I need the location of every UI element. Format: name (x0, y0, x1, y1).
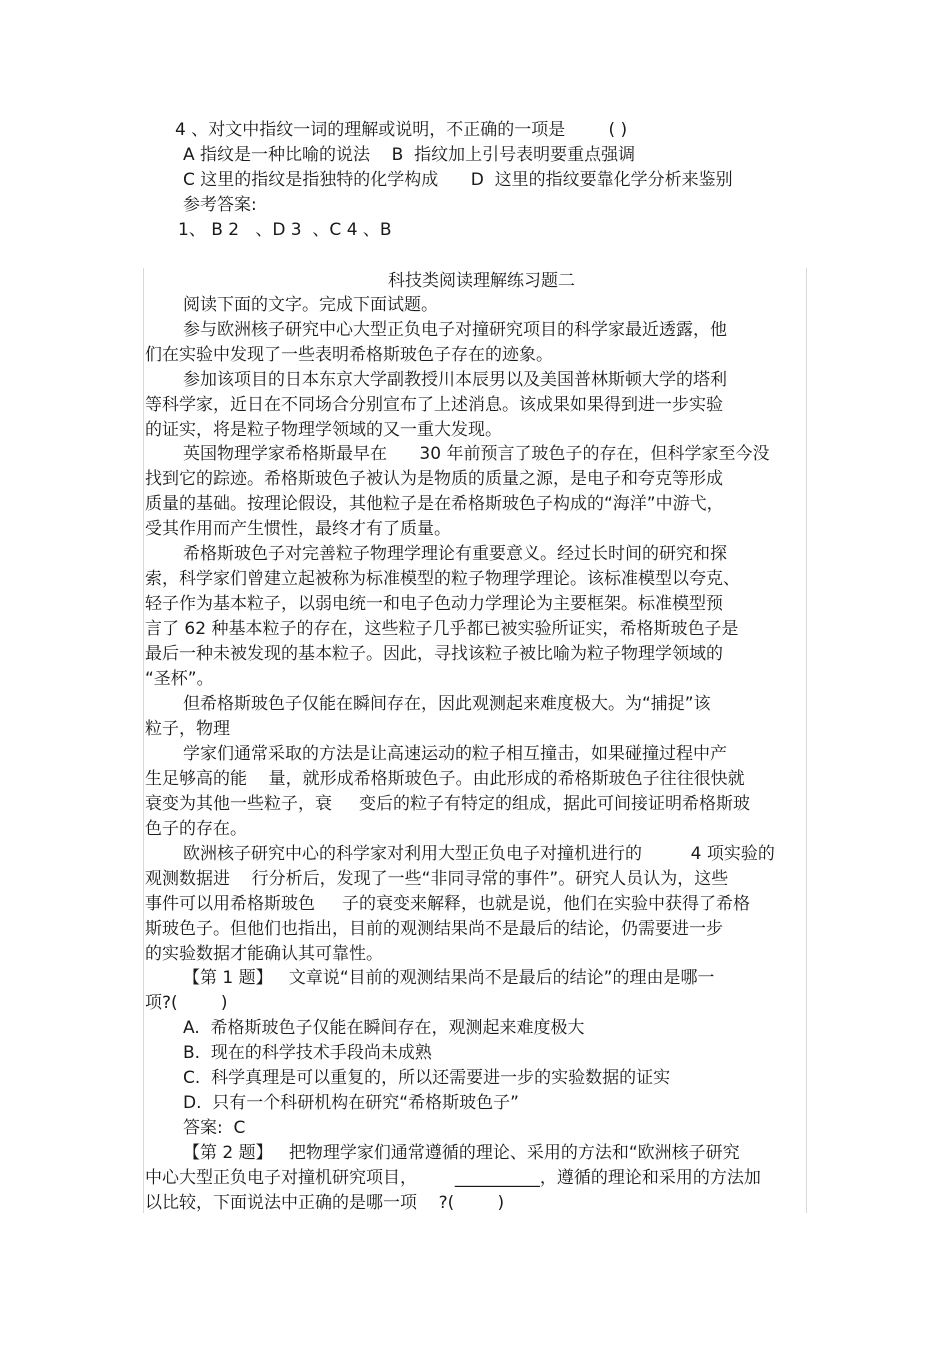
article-line: 索，科学家们曾建立起被称为标准模型的粒子物理学理论。该标准模型以夸克、 (145, 569, 740, 589)
question-1-stem: 【第 1 题】 文章说“目前的观测结果尚不是最后的结论”的理由是哪一 (183, 968, 715, 988)
article-line: 但希格斯玻色子仅能在瞬间存在，因此观测起来难度极大。为“捕捉”该 (183, 694, 711, 714)
question-2-stem: 【第 2 题】 把物理学家们通常遵循的理论、采用的方法和“欧洲核子研究 (183, 1143, 740, 1163)
article-line: 轻子作为基本粒子，以弱电统一和电子色动力学理论为主要框架。标准模型预 (145, 594, 723, 614)
question-1-stem-cont: 项?( ) (145, 993, 228, 1013)
article-title: 科技类阅读理解练习题二 (388, 271, 575, 291)
article-line: 观测数据进 行分析后，发现了一些“非同寻常的事件”。研究人员认为，这些 (145, 869, 729, 889)
article-line: 欧洲核子研究中心的科学家对利用大型正负电子对撞机进行的 4 项实验的 (183, 844, 775, 864)
left-margin-rule (143, 268, 144, 1213)
article-line: 事件可以用希格斯玻色 子的衰变来解释，也就是说，他们在实验中获得了希格 (145, 894, 751, 914)
article-line: 英国物理学家希格斯最早在 30 年前预言了玻色子的存在，但科学家至今没 (183, 444, 770, 464)
article-line: “圣杯”。 (145, 669, 214, 689)
article-line: 斯玻色子。但他们也指出，目前的观测结果尚不是最后的结论，仍需要进一步 (145, 919, 723, 939)
question-2-stem-cont: 中心大型正负电子对撞机研究项目， __________，遵循的理论和采用的方法加 (145, 1168, 761, 1188)
article-line: 的实验数据才能确认其可靠性。 (145, 944, 383, 964)
article-line: 找到它的踪迹。希格斯玻色子被认为是物质的质量之源，是电子和夸克等形成 (145, 469, 723, 489)
article-line: 受其作用而产生惯性，最终才有了质量。 (145, 519, 451, 539)
article-line: 参与欧洲核子研究中心大型正负电子对撞研究项目的科学家最近透露，他 (183, 320, 727, 340)
article-line: 生足够高的能 量，就形成希格斯玻色子。由此形成的希格斯玻色子往往很快就 (145, 769, 745, 789)
article-line: 参加该项目的日本东京大学副教授川本辰男以及美国普林斯顿大学的塔利 (183, 370, 727, 390)
question-1-option-c: C. 科学真理是可以重复的，所以还需要进一步的实验数据的证实 (183, 1068, 671, 1088)
article-line: 色子的存在。 (145, 819, 247, 839)
article-line: 的证实，将是粒子物理学领域的又一重大发现。 (145, 420, 502, 440)
article-line: 们在实验中发现了一些表明希格斯玻色子存在的迹象。 (145, 345, 553, 365)
reference-answer-label: 参考答案: (183, 195, 257, 215)
article-line: 粒子，物理 (145, 719, 230, 739)
question-1-option-a: A. 希格斯玻色子仅能在瞬间存在，观测起来难度极大 (183, 1018, 585, 1038)
article-line: 等科学家，近日在不同场合分别宣布了上述消息。该成果如果得到进一步实验 (145, 395, 723, 415)
question-4-options-ab: A 指纹是一种比喻的说法 B 指纹加上引号表明要重点强调 (183, 145, 636, 165)
reference-answers: 1、 B 2 、D 3 、C 4 、B (178, 220, 392, 240)
article-line: 衰变为其他一些粒子，衰 变后的粒子有特定的组成，据此可间接证明希格斯玻 (145, 794, 751, 814)
question-1-answer: 答案: C (183, 1118, 246, 1138)
article-line: 学家们通常采取的方法是让高速运动的粒子相互撞击，如果碰撞过程中产 (183, 744, 727, 764)
question-4-options-cd: C 这里的指纹是指独特的化学构成 D 这里的指纹要靠化学分析来鉴别 (183, 170, 733, 190)
question-4: 4 、对文中指纹一词的理解或说明，不正确的一项是 ( ) (175, 120, 628, 140)
right-margin-rule (806, 268, 807, 1213)
question-1-option-b: B. 现在的科学技术手段尚未成熟 (183, 1043, 432, 1063)
article-line: 希格斯玻色子对完善粒子物理学理论有重要意义。经过长时间的研究和探 (183, 544, 727, 564)
question-2-stem-end: 以比较，下面说法中正确的是哪一项 ?( ) (145, 1193, 505, 1213)
article-line: 质量的基础。按理论假设，其他粒子是在希格斯玻色子构成的“海洋”中游弋， (145, 494, 724, 514)
article-line: 言了 62 种基本粒子的存在，这些粒子几乎都已被实验所证实，希格斯玻色子是 (145, 619, 739, 639)
article-line: 阅读下面的文字。完成下面试题。 (183, 295, 438, 315)
article-line: 最后一种未被发现的基本粒子。因此，寻找该粒子被比喻为粒子物理学领域的 (145, 644, 723, 664)
question-1-option-d: D. 只有一个科研机构在研究“希格斯玻色子” (183, 1093, 519, 1113)
